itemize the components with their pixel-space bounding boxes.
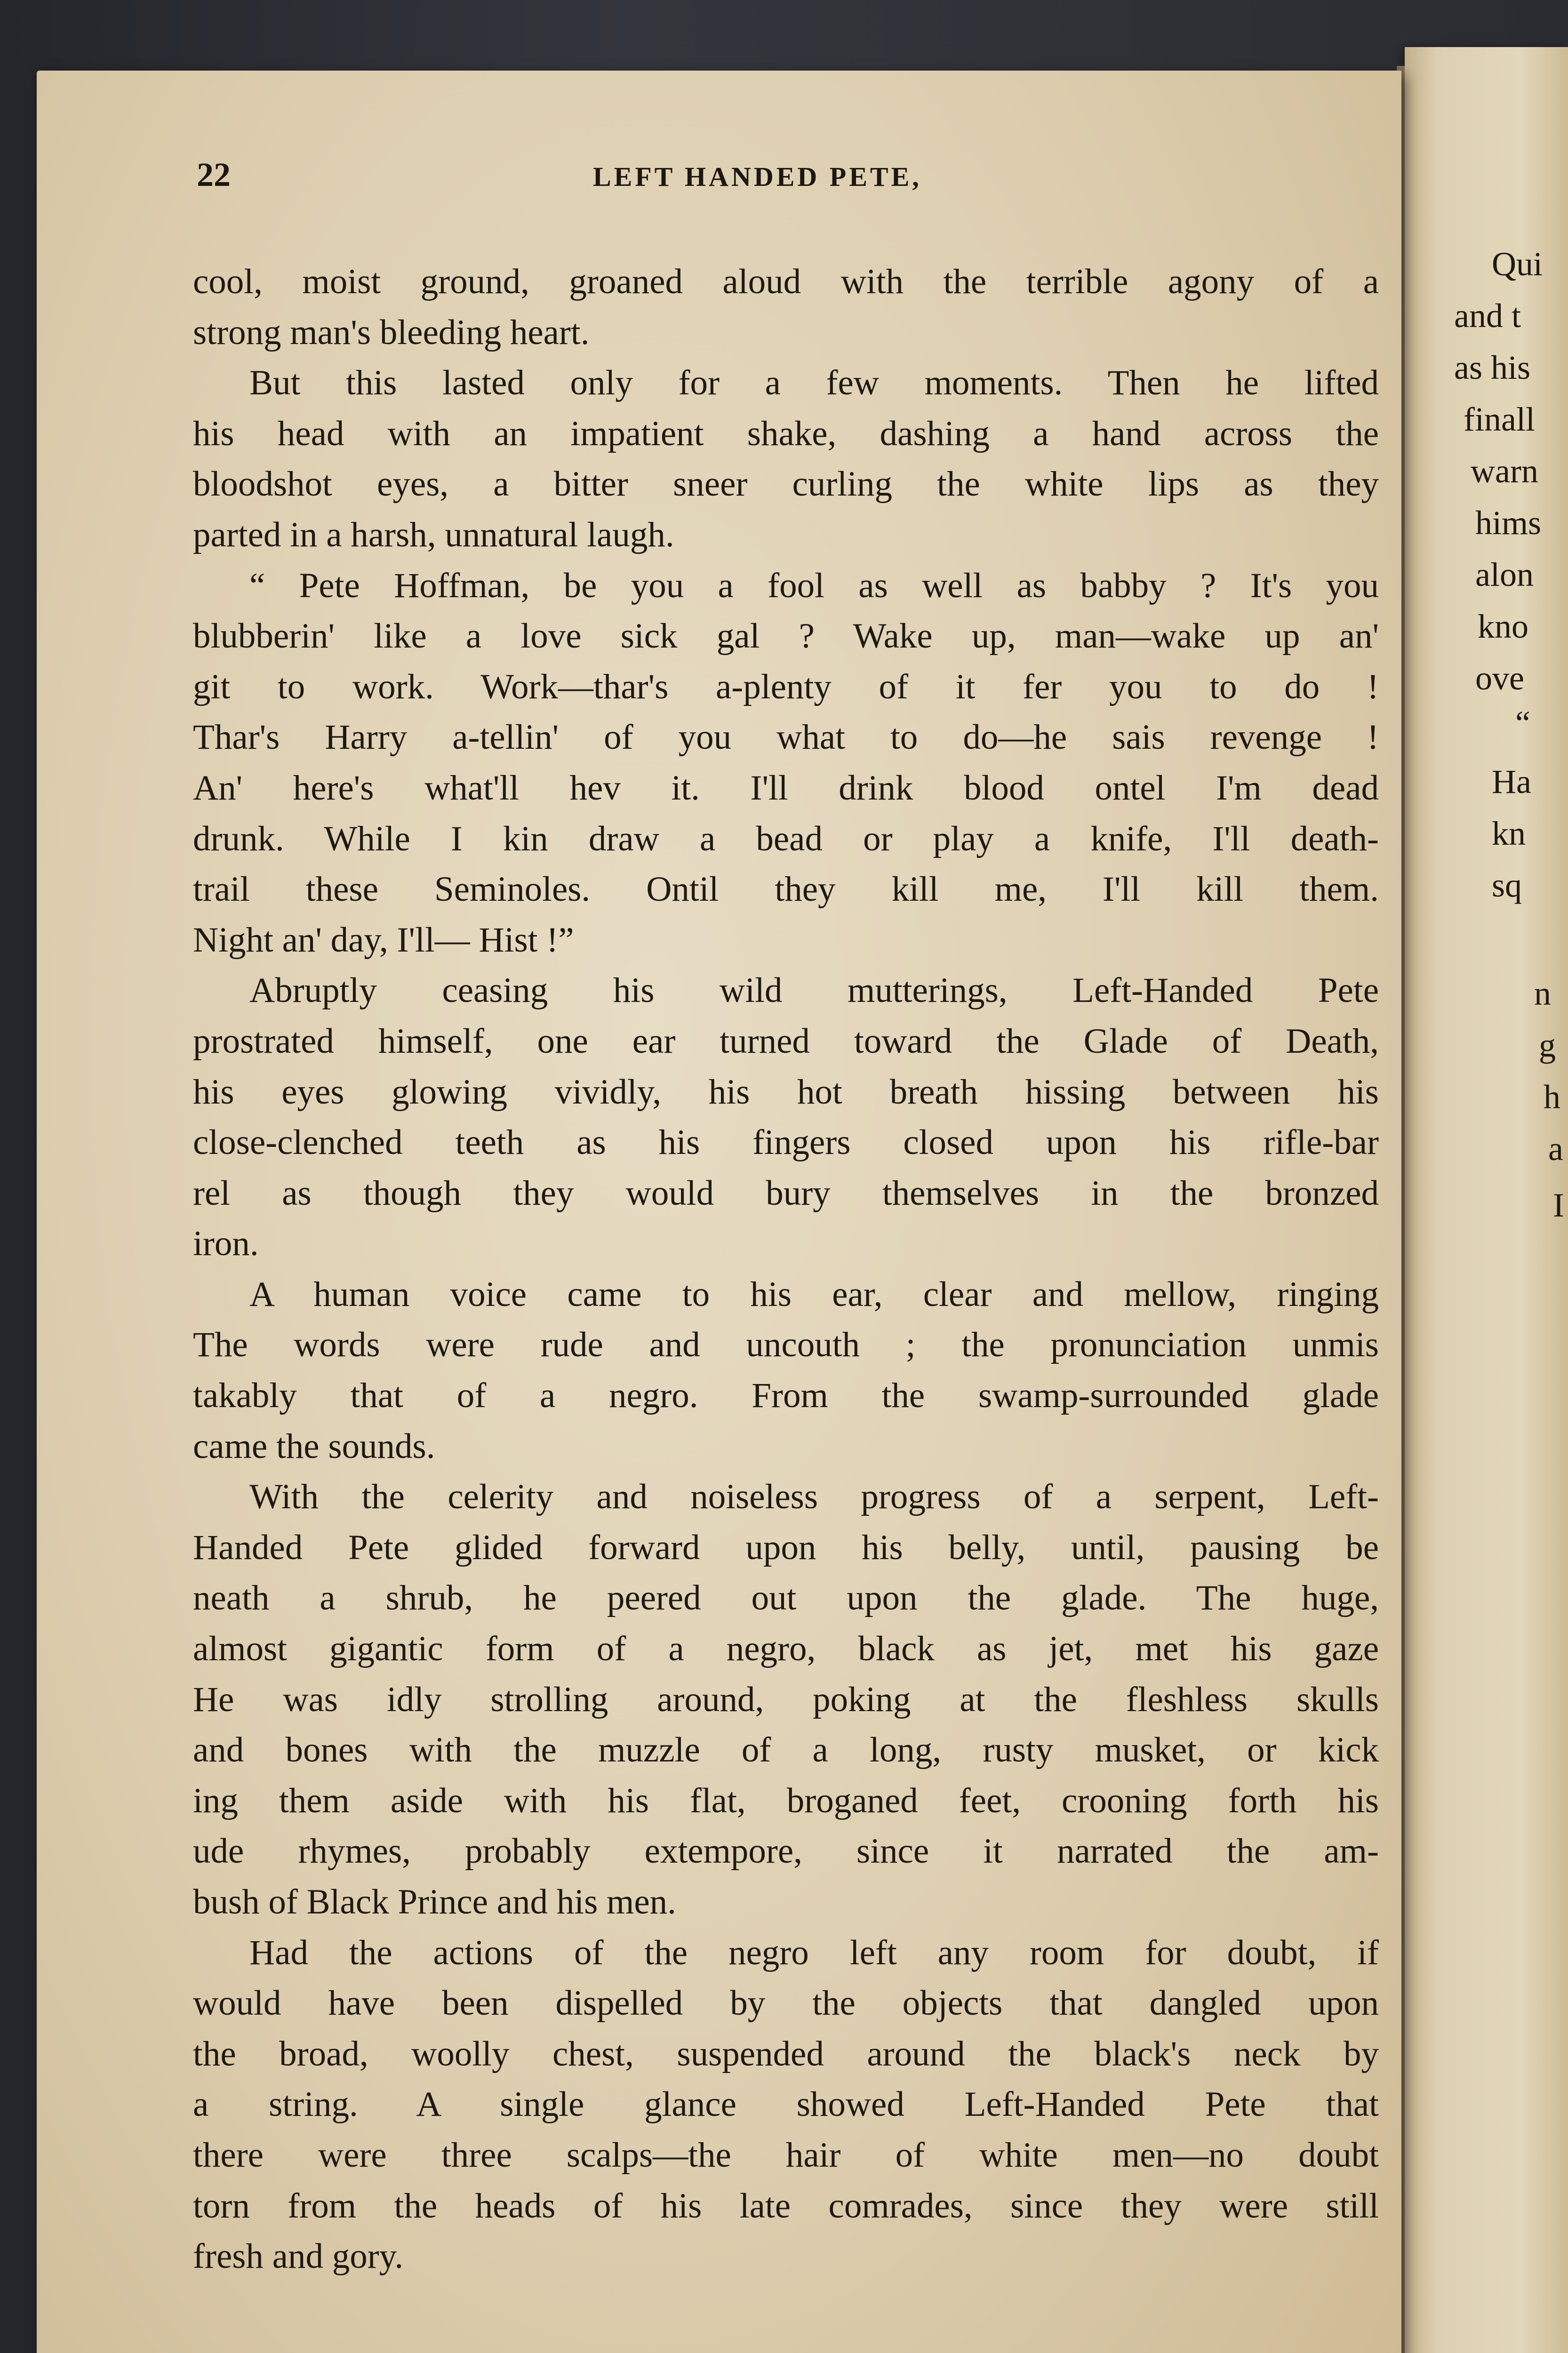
facing-page-fragment: h bbox=[1544, 1078, 1560, 1116]
text-line: rel as though they would bury themselves in the bronzed bbox=[193, 1173, 1379, 1213]
text-line: With the celerity and noiseless progress of a serpent, Left- bbox=[249, 1477, 1379, 1517]
facing-page-fragment: “ bbox=[1515, 704, 1530, 742]
text-line: The words were rude and uncouth ; the pronunciation unmis bbox=[193, 1325, 1379, 1365]
text-line: cool, moist ground, groaned aloud with the terrible agony of a bbox=[193, 262, 1379, 301]
facing-page-fragment: n bbox=[1534, 975, 1551, 1012]
text-line: git to work. Work—thar's a-plenty of it fer you to do ! bbox=[193, 667, 1379, 706]
text-line: prostrated himself, one ear turned toward the Glade of Death, bbox=[193, 1021, 1379, 1061]
text-line: ing them aside with his flat, broganed feet, crooning forth his bbox=[193, 1781, 1379, 1820]
text-line: trail these Seminoles. Ontil they kill me, I'll kill them. bbox=[193, 870, 1379, 909]
text-line: bush of Black Prince and his men. bbox=[193, 1882, 676, 1921]
text-line: Had the actions of the negro left any room for doubt, if bbox=[249, 1933, 1379, 1972]
facing-page-fragment: I bbox=[1553, 1186, 1564, 1224]
facing-page-fragment: as his bbox=[1454, 349, 1530, 386]
text-line: Abruptly ceasing his wild mutterings, Left-Handed Pete bbox=[249, 971, 1379, 1010]
text-line: his head with an impatient shake, dashing a hand across the bbox=[193, 414, 1379, 453]
text-line: neath a shrub, he peered out upon the glade. The huge, bbox=[193, 1578, 1379, 1618]
text-line: a string. A single glance showed Left-Handed Pete that bbox=[193, 2085, 1379, 2124]
facing-page-fragment: hims bbox=[1475, 504, 1542, 542]
text-line: takably that of a negro. From the swamp-surrounded glade bbox=[193, 1376, 1379, 1416]
text-line: and bones with the muzzle of a long, rusty musket, or kick bbox=[193, 1730, 1379, 1770]
facing-page-fragment: Qui bbox=[1492, 245, 1543, 283]
text-line: A human voice came to his ear, clear and mellow, ringing bbox=[249, 1274, 1379, 1314]
text-line: strong man's bleeding heart. bbox=[193, 312, 590, 352]
text-line: iron. bbox=[193, 1224, 259, 1264]
text-line: ude rhymes, probably extempore, since it narrated the am- bbox=[193, 1832, 1379, 1871]
facing-page-fragment: kn bbox=[1492, 815, 1526, 852]
text-line: Night an' day, I'll— Hist !” bbox=[193, 920, 574, 960]
facing-page-fragment: ove bbox=[1475, 659, 1524, 697]
page-number: 22 bbox=[197, 156, 231, 193]
facing-page-fragment: warn bbox=[1471, 452, 1538, 490]
text-line: But this lasted only for a few moments. Then he lifted bbox=[249, 363, 1379, 403]
facing-page-fragment: sq bbox=[1492, 866, 1522, 904]
text-line: blubberin' like a love sick gal ? Wake up, man—wake up an' bbox=[193, 616, 1379, 656]
text-line: bloodshot eyes, a bitter sneer curling the white lips as they bbox=[193, 464, 1379, 504]
facing-page-fragment: kno bbox=[1478, 608, 1528, 645]
text-line: An' here's what'll hev it. I'll drink blood ontel I'm dead bbox=[193, 768, 1379, 808]
facing-page bbox=[1405, 47, 1568, 2353]
text-line: parted in a harsh, unnatural laugh. bbox=[193, 515, 674, 554]
text-line: there were three scalps—the hair of white men—no doubt bbox=[193, 2135, 1379, 2175]
text-line: close-clenched teeth as his fingers closed upon his rifle-bar bbox=[193, 1123, 1379, 1162]
story-text bbox=[193, 256, 1379, 2282]
facing-page-fragment: Ha bbox=[1492, 763, 1531, 800]
text-line: came the sounds. bbox=[193, 1426, 435, 1466]
text-line: almost gigantic form of a negro, black as jet, met his gaze bbox=[193, 1629, 1379, 1669]
text-line: drunk. While I kin draw a bead or play a knife, I'll death- bbox=[193, 819, 1379, 858]
facing-page-fragment: finall bbox=[1464, 400, 1535, 438]
text-line: the broad, woolly chest, suspended around the black's neck by bbox=[193, 2034, 1379, 2073]
text-line: Handed Pete glided forward upon his belly, until, pausing be bbox=[193, 1528, 1379, 1567]
facing-page-fragment: g bbox=[1539, 1026, 1556, 1064]
text-line: Thar's Harry a-tellin' of you what to do—he sais revenge ! bbox=[193, 718, 1379, 757]
text-line: He was idly strolling around, poking at the fleshless skulls bbox=[193, 1680, 1379, 1719]
running-title: LEFT HANDED PETE, bbox=[593, 161, 922, 192]
text-line: fresh and gory. bbox=[193, 2237, 404, 2276]
facing-page-fragment: a bbox=[1548, 1130, 1563, 1168]
facing-page-fragment: alon bbox=[1475, 556, 1534, 593]
running-head bbox=[155, 155, 1379, 212]
text-line: his eyes glowing vividly, his hot breath hissing between his bbox=[193, 1072, 1379, 1112]
text-line: “ Pete Hoffman, be you a fool as well as babby ? It's you bbox=[249, 566, 1379, 605]
text-line: would have been dispelled by the objects that dangled upon bbox=[193, 1984, 1379, 2023]
facing-page-fragment: and t bbox=[1454, 297, 1521, 335]
text-line: torn from the heads of his late comrades, since they were still bbox=[193, 2186, 1379, 2225]
